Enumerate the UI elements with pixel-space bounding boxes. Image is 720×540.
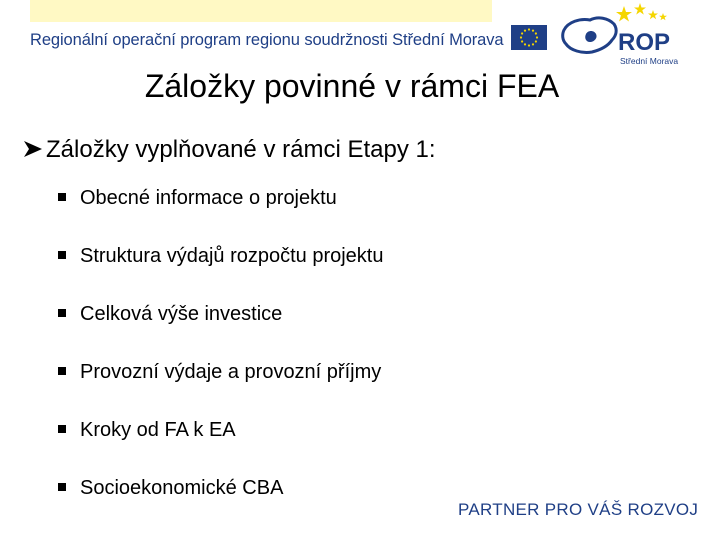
list-item-text: Obecné informace o projektu — [80, 187, 337, 209]
list-item — [58, 303, 282, 326]
square-bullet-icon — [58, 425, 66, 433]
eu-flag-icon — [511, 25, 547, 50]
square-bullet-icon — [58, 483, 66, 491]
list-item — [58, 187, 337, 210]
arrow-bullet-icon — [22, 139, 44, 159]
square-bullet-icon — [58, 367, 66, 375]
list-item-text: Struktura výdajů rozpočtu projektu — [80, 245, 384, 267]
logo-text: ROP — [618, 29, 671, 56]
list-item — [58, 419, 236, 442]
list-item-text: Socioekonomické CBA — [80, 477, 284, 499]
star-icon — [616, 3, 667, 22]
logo-subtext: Střední Morava — [620, 56, 679, 66]
square-bullet-icon — [58, 309, 66, 317]
list-item — [58, 477, 283, 500]
list-item-text: Kroky od FA k EA — [80, 419, 236, 441]
list-item-text: Provozní výdaje a provozní příjmy — [80, 361, 382, 383]
footer-tagline: PARTNER PRO VÁŠ ROZVOJ — [458, 500, 699, 519]
section-heading — [22, 136, 436, 164]
section-heading-text: Záložky vyplňované v rámci Etapy 1: — [46, 136, 436, 163]
rop-logo — [556, 0, 706, 72]
list-item — [58, 245, 384, 268]
list-item-text: Celková výše investice — [80, 303, 283, 325]
square-bullet-icon — [58, 193, 66, 201]
slide-title: Záložky povinné v rámci FEA — [144, 68, 560, 104]
square-bullet-icon — [58, 251, 66, 259]
header-yellow-band — [30, 0, 492, 22]
list-item — [58, 361, 381, 384]
program-title: Regionální operační program regionu soudržnosti Střední Morava — [30, 31, 504, 49]
